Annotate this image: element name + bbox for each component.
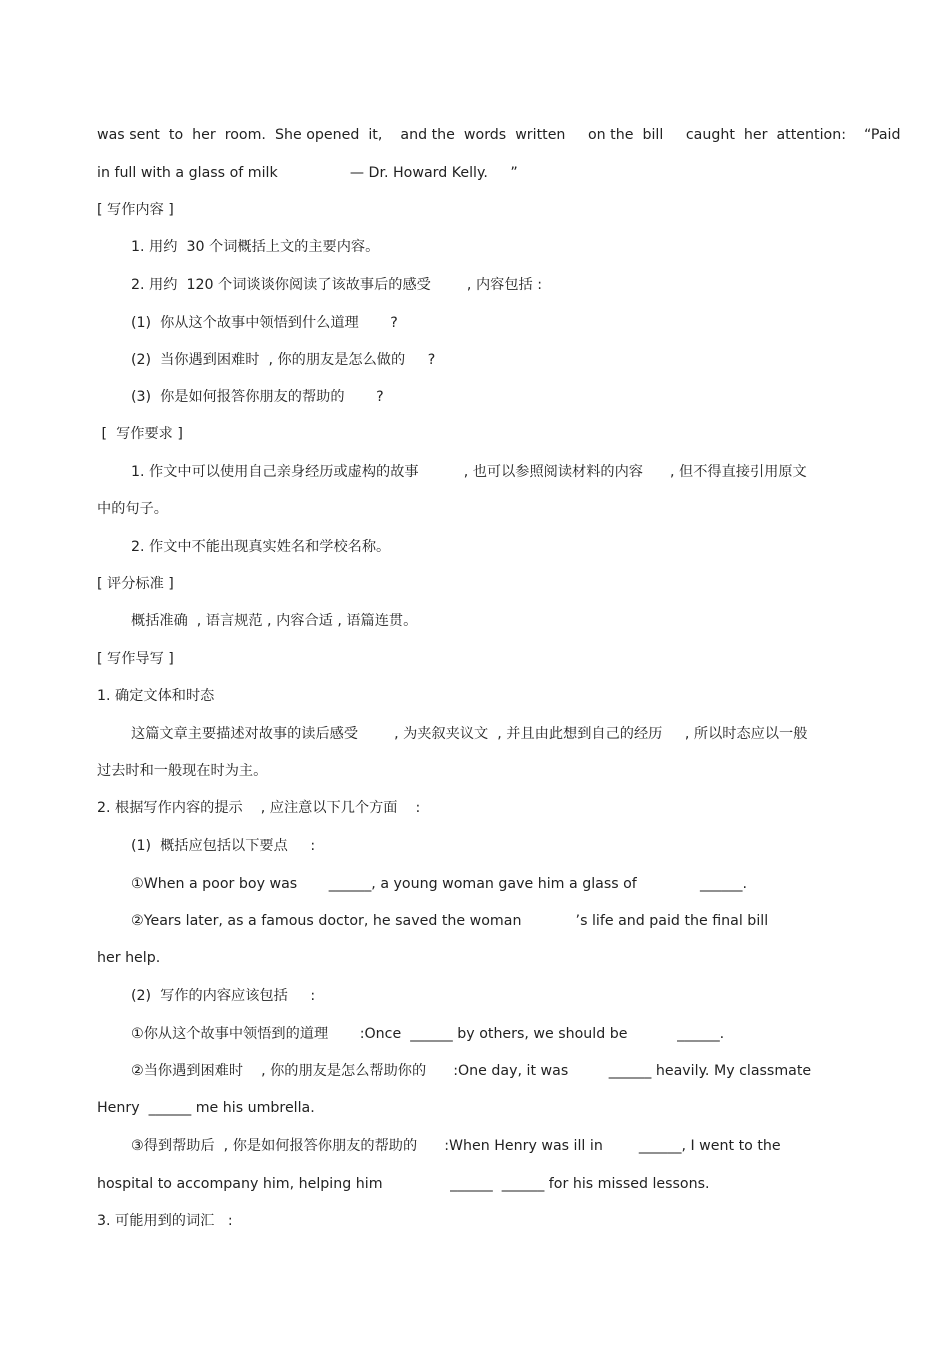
guide-section-1-line-1: 这篇文章主要描述对故事的读后感受 , 为夹叙夹议文 , 并且由此想到自己的经历 , 所以时态应以一般 <box>131 726 808 742</box>
writing-content-sub-3: (3) 你是如何报答你朋友的帮助的 ? <box>131 389 384 405</box>
writing-content-item-2: 2. 用约 120 个词谈谈你阅读了该故事后的感受 , 内容包括 : <box>131 277 542 293</box>
content-point-2-cont: Henry ______ me his umbrella. <box>97 1100 315 1116</box>
content-point-3-cont: hospital to accompany him, helping him ______ ______ for his missed lessons. <box>97 1176 710 1192</box>
guide-section-2-title: 2. 根据写作内容的提示 , 应注意以下几个方面 : <box>97 800 421 816</box>
writing-content-heading: [ 写作内容 ] <box>97 202 174 218</box>
scoring-heading: [ 评分标准 ] <box>97 576 174 592</box>
summary-point-2: ②Years later, as a famous doctor, he saved the woman ’s life and paid the final bill <box>131 913 769 929</box>
content-point-1: ①你从这个故事中领悟到的道理 :Once ______ by others, we should be ______. <box>131 1026 725 1042</box>
content-point-3: ③得到帮助后 , 你是如何报答你朋友的帮助的 :When Henry was ill in ______, I went to the <box>131 1138 781 1154</box>
writing-content-item-1: 1. 用约 30 个词概括上文的主要内容。 <box>131 239 380 255</box>
guide-section-1-line-2: 过去时和一般现在时为主。 <box>97 763 268 779</box>
writing-requirements-item-2: 2. 作文中不能出现真实姓名和学校名称。 <box>131 539 391 555</box>
guide-section-3-title: 3. 可能用到的词汇 : <box>97 1213 233 1229</box>
writing-requirements-heading: [ 写作要求 ] <box>97 426 183 442</box>
guide-section-2-sub-1-title: (1) 概括应包括以下要点 : <box>131 838 316 854</box>
writing-requirements-item-1: 1. 作文中可以使用自己亲身经历或虚构的故事 , 也可以参照阅读材料的内容 , 但不得直接引用原文 <box>131 464 807 480</box>
guide-section-2-sub-2-title: (2) 写作的内容应该包括 : <box>131 988 316 1004</box>
content-point-2: ②当你遇到困难时 , 你的朋友是怎么帮助你的 :One day, it was ______ heavily. My classmate <box>131 1063 812 1079</box>
summary-point-2-cont: her help. <box>97 950 161 966</box>
writing-content-sub-1: (1) 你从这个故事中领悟到什么道理 ? <box>131 315 398 331</box>
scoring-body: 概括准确 , 语言规范 , 内容合适 , 语篇连贯。 <box>131 613 418 629</box>
writing-requirements-item-1-cont: 中的句子。 <box>97 501 168 517</box>
intro-line-1: was sent to her room. She opened it, and the words written on the bill caught her attention: “Paid <box>97 127 901 143</box>
guide-heading: [ 写作导写 ] <box>97 651 174 667</box>
writing-content-sub-2: (2) 当你遇到困难时 , 你的朋友是怎么做的 ? <box>131 352 436 368</box>
summary-point-1: ①When a poor boy was ______, a young woman gave him a glass of ______. <box>131 876 748 892</box>
intro-line-2: in full with a glass of milk — Dr. Howard Kelly. ” <box>97 165 518 181</box>
guide-section-1-title: 1. 确定文体和时态 <box>97 688 215 704</box>
